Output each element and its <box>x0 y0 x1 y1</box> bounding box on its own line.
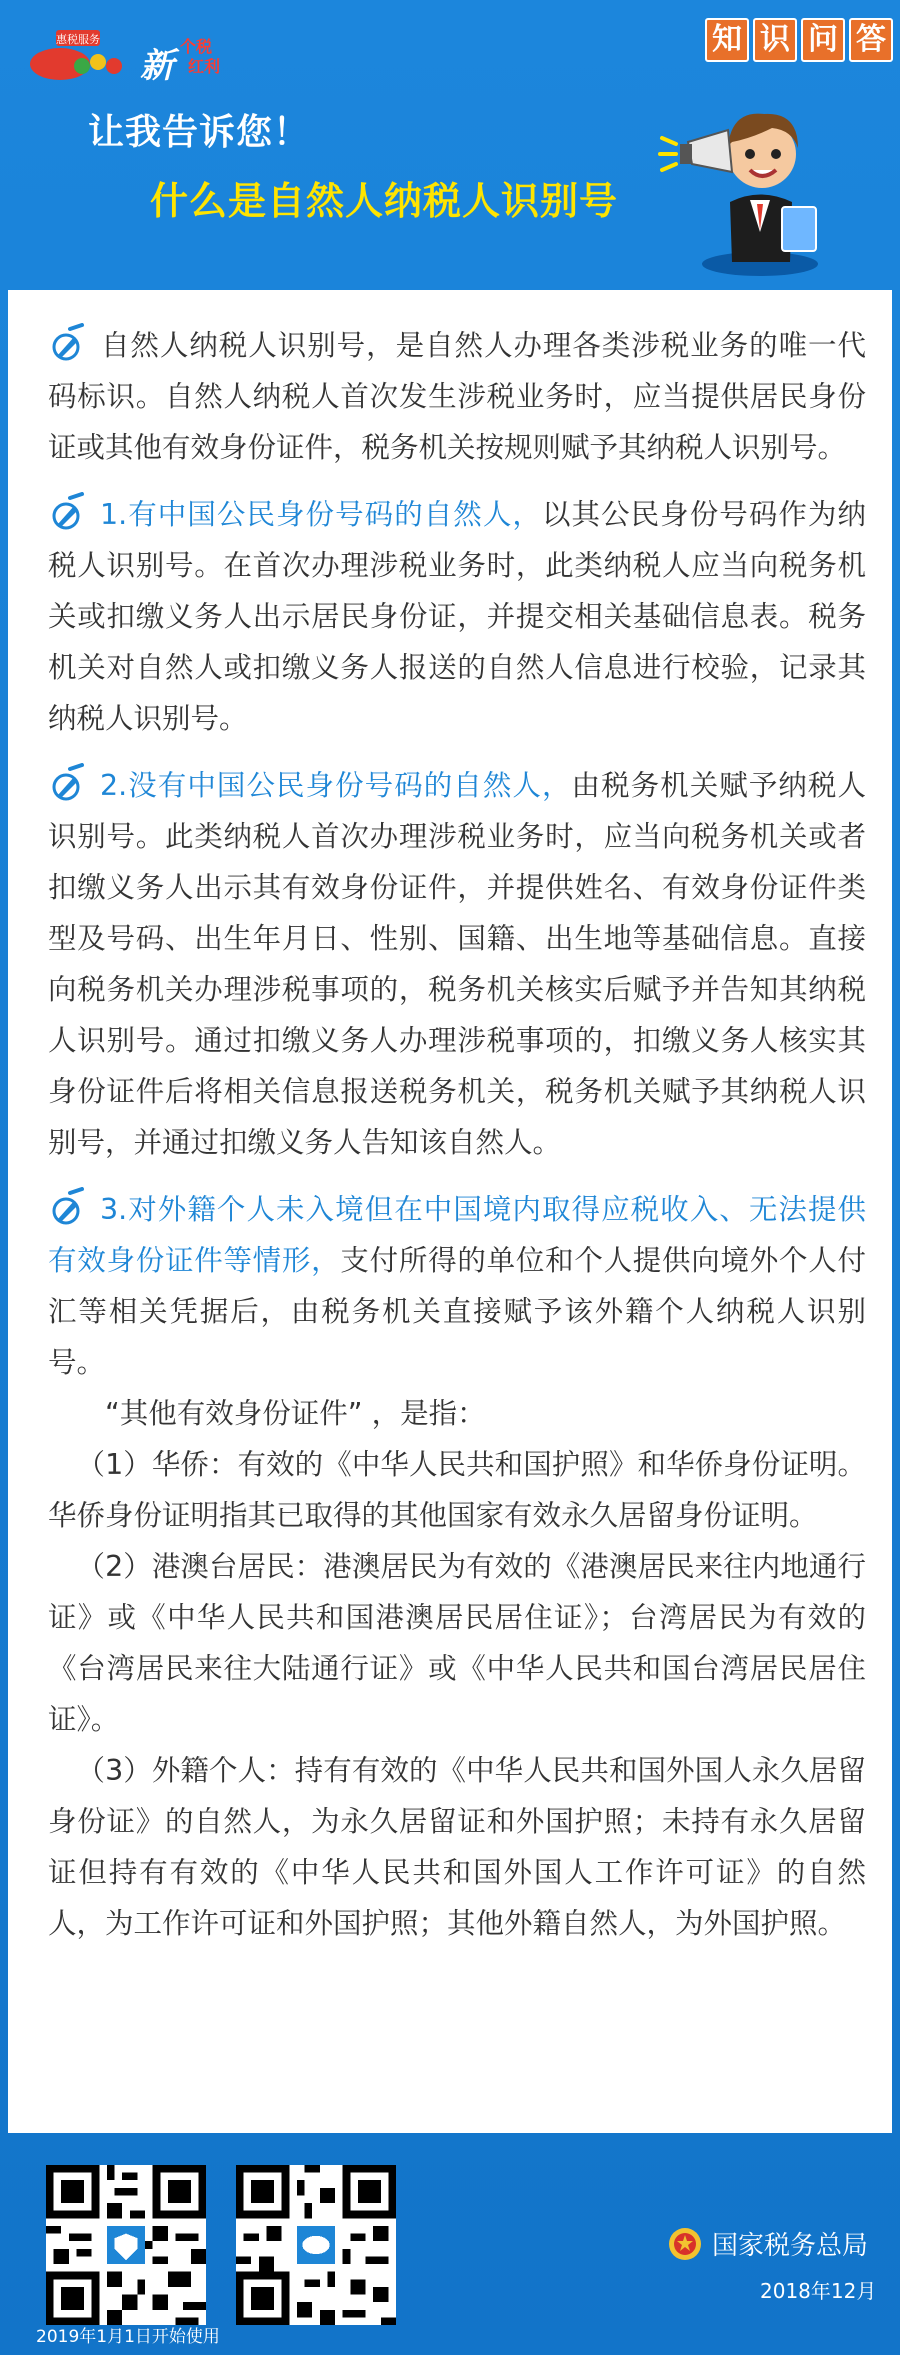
qr-caption: 2019年1月1日开始使用 <box>36 2327 220 2347</box>
header-banner <box>0 0 900 290</box>
qr-code-app[interactable] <box>46 2165 206 2325</box>
badge-char: 知 <box>705 18 749 62</box>
qa-badge <box>705 18 893 62</box>
other-id-item-3: （3）外籍个人：持有有效的《中华人民共和国外国人永久居留身份证》的自然人，为永久居留证和外国护照；未持有永久居留证但持有有效的《中华人民共和国外国人工作许可证》的自然人，为工作许可证和外国护照；其他外籍自然人，为外国护照。 <box>48 1754 866 1940</box>
item-3-paragraph <box>48 1184 866 1388</box>
other-id-title: “其他有效身份证件” ，是指： <box>105 1397 486 1430</box>
item-1-heading: 1.有中国公民身份号码的自然人， <box>100 498 542 531</box>
intro-text: 自然人纳税人识别号，是自然人办理各类涉税业务的唯一代码标识。自然人纳税人首次发生涉税业务时，应当提供居民身份证或其他有效身份证件，税务机关按规则赋予其纳税人识别号。 <box>48 329 866 464</box>
pen-bullet-icon <box>48 763 88 803</box>
publish-date: 2018年12月 <box>760 2279 877 2303</box>
qr-code-wechat[interactable] <box>236 2165 396 2325</box>
item-2-text: 由税务机关赋予纳税人识别号。此类纳税人首次办理涉税业务时，应当向税务机关或者扣缴义务人出示其有效身份证件，并提供姓名、有效身份证件类型及号码、出生年月日、性别、国籍、出生地等基础信息。直接向税务机关办理涉税事项的，税务机关核实后赋予并告知其纳税人识别号。通过扣缴义务人办理涉税事项的，扣缴义务人核实其身份证件后将相关信息报送税务机关，税务机关赋予其纳税人识别号，并通过扣缴义务人告知该自然人。 <box>48 769 866 1159</box>
item-2-heading: 2.没有中国公民身份号码的自然人， <box>100 769 572 802</box>
org-name: 国家税务总局 <box>712 2231 869 2261</box>
logo-new-text: 新 <box>140 46 174 86</box>
badge-char: 问 <box>801 18 845 62</box>
pen-bullet-icon <box>48 1187 88 1227</box>
badge-char: 答 <box>849 18 893 62</box>
org-signature <box>668 2225 868 2262</box>
item-3-heading: 3.对外籍个人未入境但在中国境内取得应税收入、无法提供有效身份证件等情形， <box>48 1193 866 1277</box>
campaign-logo <box>20 22 250 92</box>
logo-small-text: 惠税服务 <box>56 33 100 46</box>
title-line-2: 什么是自然人纳税人识别号 <box>150 179 619 223</box>
content-card <box>8 290 892 2133</box>
other-id-item-1: （1）华侨：有效的《中华人民共和国护照》和华侨身份证明。华侨身份证明指其已取得的其他国家有效永久居留身份证明。 <box>48 1448 866 1532</box>
pen-bullet-icon <box>48 492 88 532</box>
badge-char: 识 <box>753 18 797 62</box>
item-1-text: 以其公民身份号码作为纳税人识别号。在首次办理涉税业务时，此类纳税人应当向税务机关或扣缴义务人出示居民身份证，并提交相关基础信息表。税务机关对自然人或扣缴义务人报送的自然人信息进行校验，记录其纳税人识别号。 <box>48 498 866 735</box>
megaphone-mascot-illustration <box>632 82 842 282</box>
tax-emblem-icon <box>668 2227 702 2261</box>
other-id-item-2: （2）港澳台居民：港澳居民为有效的《港澳居民来往内地通行证》或《中华人民共和国港澳居民居住证》；台湾居民为有效的《台湾居民来往大陆通行证》或《中华人民共和国台湾居民居住证》。 <box>48 1550 866 1736</box>
logo-red-text-2: 红利 <box>188 57 221 76</box>
item-2-paragraph <box>48 760 866 1168</box>
logo-red-text: 个税 <box>180 37 213 56</box>
intro-paragraph <box>48 320 866 473</box>
title-line-1: 让我告诉您！ <box>88 112 311 153</box>
item-3-text: 支付所得的单位和个人提供向境外个人付汇等相关凭据后，由税务机关直接赋予该外籍个人纳税人识别号。 <box>48 1244 866 1379</box>
item-1-paragraph <box>48 489 866 744</box>
article-body <box>48 320 866 1949</box>
pen-bullet-icon <box>48 323 88 363</box>
